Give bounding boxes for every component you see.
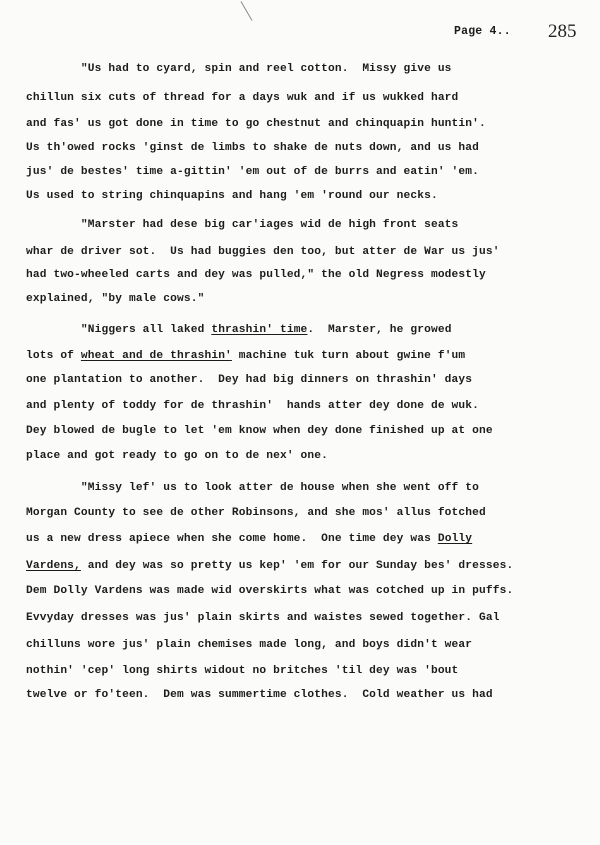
line-text: jus' de bestes' time a-gittin' 'em out of de burrs and eatin' 'em. xyxy=(26,166,479,178)
text-line xyxy=(26,91,458,105)
line-text: whar de driver sot. Us had buggies den too, but atter de War us jus' xyxy=(26,246,500,258)
text-line xyxy=(26,268,486,282)
text-line xyxy=(26,399,479,413)
line-text: Us used to string chinquapins and hang 'em 'round our necks. xyxy=(26,190,438,202)
line-text: and plenty of toddy for de thrashin' hands atter dey done de wuk. xyxy=(26,400,479,412)
line-text: "Niggers all laked xyxy=(26,324,212,336)
text-line xyxy=(26,218,458,232)
line-text: Us th'owed rocks 'ginst de limbs to shake de nuts down, and us had xyxy=(26,142,479,154)
line-text: Evvyday dresses was jus' plain skirts and waistes sewed together. Gal xyxy=(26,612,500,624)
text-line xyxy=(26,292,204,306)
underlined-phrase: thrashin' time xyxy=(211,324,308,336)
text-line xyxy=(26,165,479,179)
line-text: lots of xyxy=(26,350,81,362)
text-line xyxy=(26,373,472,387)
line-text: place and got ready to go on to de nex' one. xyxy=(26,450,328,462)
line-text: and fas' us got done in time to go chestnut and chinquapin huntin'. xyxy=(26,118,486,130)
page-number: 285 xyxy=(548,21,577,42)
text-line xyxy=(26,449,328,463)
text-line xyxy=(26,424,493,438)
line-text: "Marster had dese big car'iages wid de high front seats xyxy=(26,219,459,231)
text-line xyxy=(26,349,465,363)
text-line xyxy=(26,62,452,76)
text-line xyxy=(26,481,479,495)
line-text: Dey blowed de bugle to let 'em know when dey done finished up at one xyxy=(26,425,493,437)
line-text: "Us had to cyard, spin and reel cotton. Missy give us xyxy=(26,63,452,75)
line-text: us a new dress apiece when she come home. One time dey was xyxy=(26,533,438,545)
line-text: chillun six cuts of thread for a days wuk and if us wukked hard xyxy=(26,92,459,104)
text-line xyxy=(26,189,438,203)
scan-mark xyxy=(241,1,253,21)
line-text: and dey was so pretty us kep' 'em for our Sunday bes' dresses. xyxy=(80,560,514,572)
line-text: "Missy lef' us to look atter de house when she went off to xyxy=(26,482,479,494)
text-line xyxy=(26,688,493,702)
text-line xyxy=(26,664,458,678)
underlined-phrase: Dolly xyxy=(437,533,473,545)
line-text: . Marster, he growed xyxy=(307,324,452,336)
text-line xyxy=(26,611,500,625)
text-line xyxy=(26,638,472,652)
text-line xyxy=(26,245,500,259)
text-line xyxy=(26,117,486,131)
text-line xyxy=(26,559,513,573)
text-line xyxy=(26,506,486,520)
line-text: Dem Dolly Vardens was made wid overskirts what was cotched up in puffs. xyxy=(26,585,514,597)
text-line xyxy=(26,141,479,155)
line-text: twelve or fo'teen. Dem was summertime clothes. Cold weather us had xyxy=(26,689,493,701)
page-header-label: Page 4.. xyxy=(454,25,511,38)
line-text: nothin' 'cep' long shirts widout no britches 'til dey was 'bout xyxy=(26,665,459,677)
line-text: Morgan County to see de other Robinsons, and she mos' allus fotched xyxy=(26,507,486,519)
line-text: machine tuk turn about gwine f'um xyxy=(231,350,466,362)
underlined-phrase: wheat and de thrashin' xyxy=(80,350,232,362)
line-text: explained, "by male cows." xyxy=(26,293,205,305)
line-text: one plantation to another. Dey had big dinners on thrashin' days xyxy=(26,374,473,386)
text-line xyxy=(26,532,472,546)
line-text: had two-wheeled carts and dey was pulled," the old Negress modestly xyxy=(26,269,486,281)
text-line xyxy=(26,584,513,598)
text-line xyxy=(26,323,452,337)
line-text: chilluns wore jus' plain chemises made long, and boys didn't wear xyxy=(26,639,473,651)
underlined-phrase: Vardens, xyxy=(26,560,81,572)
